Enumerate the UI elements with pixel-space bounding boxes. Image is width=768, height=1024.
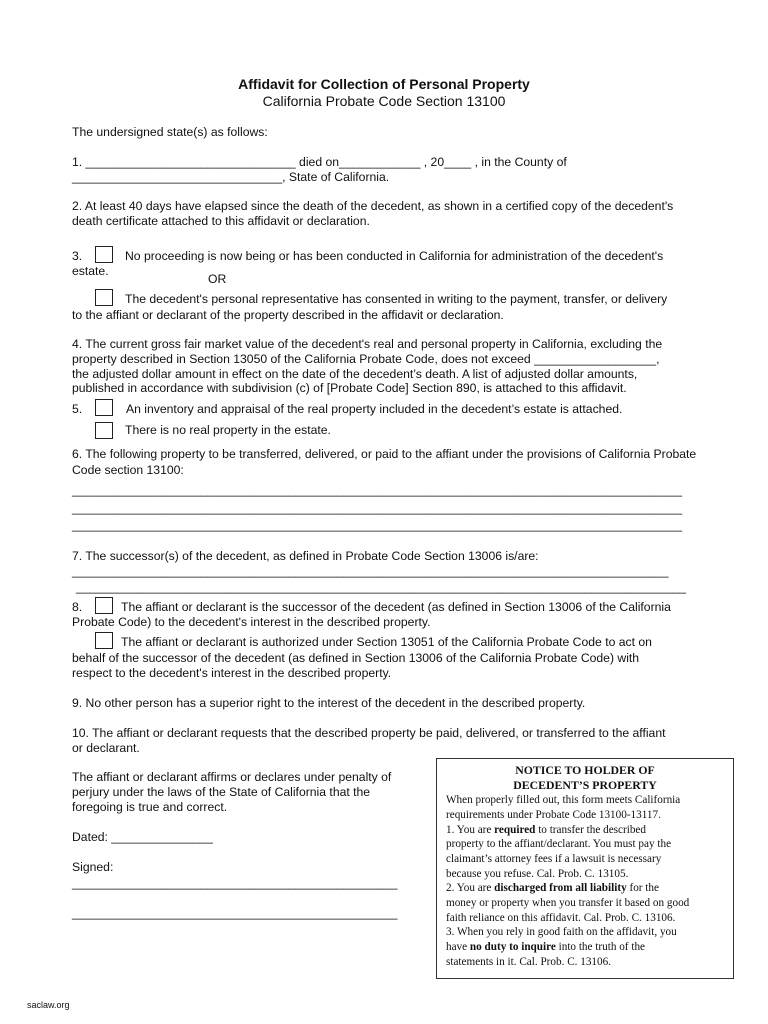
item8-option-b-line3: respect to the decedent's interest in the described property.: [72, 666, 392, 680]
item3-option-b-line2: to the affiant or declarant of the property described in the affidavit or declaration.: [72, 308, 504, 322]
notice-line: money or property when you transfer it based on good: [446, 897, 690, 909]
item8-number: 8.: [72, 600, 83, 614]
item10-line2: or declarant.: [72, 741, 140, 755]
item8-option-b-line2: behalf of the successor of the decedent (as defined in Section 13006 of the California Probate Code) with: [72, 651, 640, 665]
notice-line: property to the affiant/declarant. You must pay the: [446, 838, 672, 850]
item5-option-b-text: There is no real property in the estate.: [125, 423, 331, 437]
item8-option-a-checkbox[interactable]: [95, 597, 113, 614]
item2-line1: 2. At least 40 days have elapsed since the death of the decedent, as shown in a certified copy of the decedent's: [72, 199, 674, 213]
item3-option-a-line2: estate.: [72, 264, 109, 278]
item8-option-a-line1: The affiant or declarant is the successor of the decedent (as defined in Section 13006 of the California: [121, 600, 671, 614]
notice-line: faith reliance on this affidavit. Cal. Prob. C. 13106.: [446, 912, 676, 924]
item3-number: 3.: [72, 249, 83, 263]
affirm-line2: perjury under the laws of the State of California that the: [72, 785, 371, 799]
item3-option-b-line1: The decedent's personal representative has consented in writing to the payment, transfer, or delivery: [125, 292, 668, 306]
affirm-line1: The affiant or declarant affirms or declares under penalty of: [72, 770, 392, 784]
notice-line: have no duty to inquire into the truth of the: [446, 941, 646, 953]
item3-option-a-line1: No proceeding is now being or has been conducted in California for administration of the decedent's: [125, 249, 664, 263]
item9-text: 9. No other person has a superior right to the interest of the decedent in the described property.: [72, 696, 586, 710]
item6-blank-line-3[interactable]: __________________________________________________________________________________________: [72, 518, 683, 532]
item10-line1: 10. The affiant or declarant requests that the described property be paid, delivered, or transferred to the affiant: [72, 726, 666, 740]
notice-line: requirements under Probate Code 13100-13117.: [446, 809, 661, 821]
footer-source: saclaw.org: [27, 1000, 70, 1010]
signature-line-2[interactable]: ________________________________________________: [72, 906, 398, 920]
item6-line2: Code section 13100:: [72, 463, 184, 477]
document-subtitle: California Probate Code Section 13100: [262, 93, 506, 109]
item4-line2: property described in Section 13050 of the California Probate Code, does not exceed __________________,: [72, 352, 660, 366]
item6-blank-line-1[interactable]: __________________________________________________________________________________________: [72, 483, 683, 497]
item7-line1: 7. The successor(s) of the decedent, as defined in Probate Code Section 13006 is/are:: [72, 549, 539, 563]
notice-title-line2: DECEDENT’S PROPERTY: [513, 778, 657, 792]
notice-line: because you refuse. Cal. Prob. C. 13105.: [446, 868, 629, 880]
notice-box: [436, 758, 734, 979]
dated-field[interactable]: Dated: _______________: [72, 830, 213, 844]
item8-option-b-checkbox[interactable]: [95, 632, 113, 649]
item1-line2: _______________________________, State of California.: [72, 170, 390, 184]
item8-option-a-line2: Probate Code) to the decedent's interest in the described property.: [72, 615, 431, 629]
item6-blank-line-2[interactable]: __________________________________________________________________________________________: [72, 501, 683, 515]
item3-or-label: OR: [208, 272, 227, 286]
signed-label: Signed:: [72, 860, 114, 874]
item5-option-a-checkbox[interactable]: [95, 399, 113, 416]
signature-line-1[interactable]: ________________________________________________: [72, 876, 398, 890]
item7-blank-line-2[interactable]: __________________________________________________________________________________________: [76, 580, 687, 594]
item5-number: 5.: [72, 402, 83, 416]
item4-line3: the adjusted dollar amount in effect on the date of the decedent’s death. A list of adjusted dollar amounts,: [72, 367, 638, 381]
notice-line: When properly filled out, this form meets California: [446, 794, 681, 806]
notice-line: statements in it. Cal. Prob. C. 13106.: [446, 956, 612, 968]
item4-line4: published in accordance with subdivision (c) of [Probate Code] Section 890, is attached to this affidavit.: [72, 381, 627, 395]
item1-line1: 1. _______________________________ died on____________ , 20____ , in the County of: [72, 155, 567, 169]
item5-option-a-text: An inventory and appraisal of the real property included in the decedent’s estate is attached.: [126, 402, 623, 416]
item8-option-b-line1: The affiant or declarant is authorized under Section 13051 of the California Probate Code to act on: [121, 635, 652, 649]
item5-option-b-checkbox[interactable]: [95, 422, 113, 439]
intro-text: The undersigned state(s) as follows:: [72, 125, 268, 139]
item6-line1: 6. The following property to be transferred, delivered, or paid to the affiant under the provisions of California Probate: [72, 447, 697, 461]
item7-blank-line-1[interactable]: ________________________________________________________________________________________: [72, 564, 669, 578]
notice-line: 1. You are required to transfer the described: [446, 824, 646, 836]
notice-line: claimant’s attorney fees if a lawsuit is necessary: [446, 853, 662, 865]
item3-option-b-checkbox[interactable]: [95, 289, 113, 306]
affirm-line3: foregoing is true and correct.: [72, 800, 228, 814]
document-title: Affidavit for Collection of Personal Property: [238, 76, 530, 92]
item4-line1: 4. The current gross fair market value of the decedent's real and personal property in California, excluding the: [72, 337, 663, 351]
item3-option-a-checkbox[interactable]: [95, 246, 113, 263]
notice-line: 3. When you rely in good faith on the affidavit, you: [446, 926, 677, 938]
notice-title-line1: NOTICE TO HOLDER OF: [515, 763, 655, 777]
item2-line2: death certificate attached to this affidavit or declaration.: [72, 214, 370, 228]
notice-line: 2. You are discharged from all liability for the: [446, 882, 659, 894]
